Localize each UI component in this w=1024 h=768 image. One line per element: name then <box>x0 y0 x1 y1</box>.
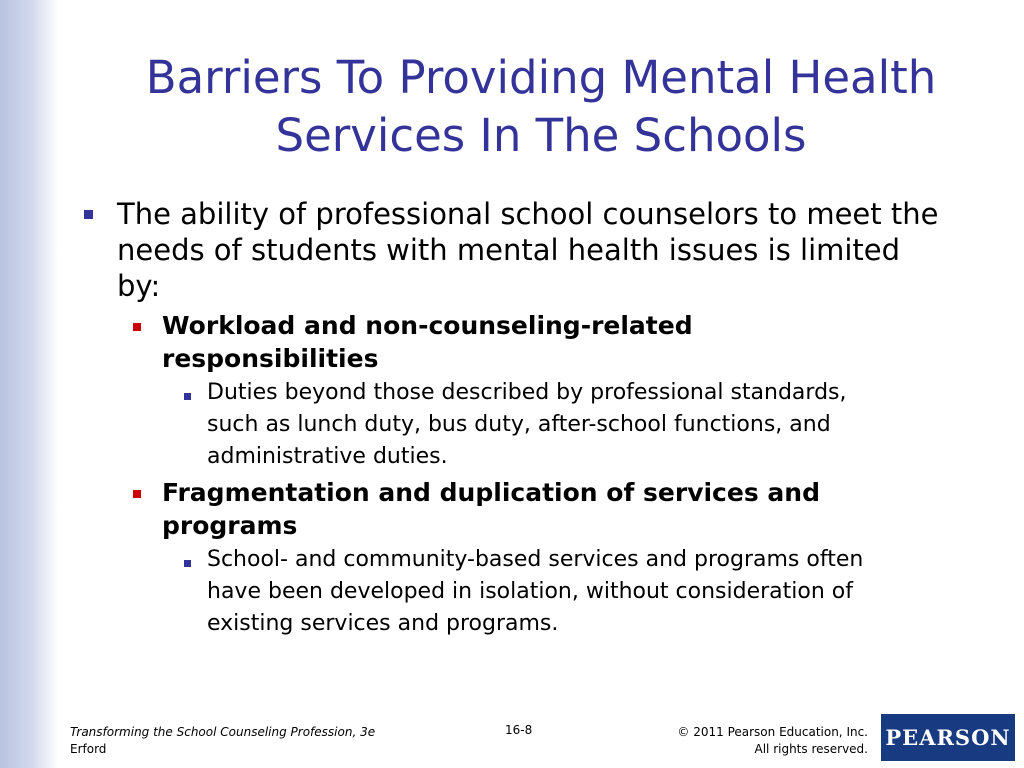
sub-bullet-heading-line-2: responsibilities <box>162 344 379 373</box>
pearson-logo <box>881 714 1015 761</box>
detail-bullet-marker <box>184 393 191 400</box>
pearson-logo-text: PEARSON <box>885 725 1011 750</box>
detail-line-1: Duties beyond those described by professional standards, <box>207 380 847 405</box>
main-bullet-marker <box>84 210 93 219</box>
footer-slide-number: 16-8 <box>505 723 533 737</box>
title-line-1: Barriers To Providing Mental Health <box>145 51 937 104</box>
detail-bullet-marker <box>184 560 191 567</box>
main-bullet-line-1: The ability of professional school counselors to meet the <box>117 197 939 231</box>
side-gradient-bar <box>0 0 58 768</box>
footer-rights: All rights reserved. <box>754 742 868 756</box>
sub-bullet-heading-line-1: Workload and non-counseling-related <box>162 311 693 340</box>
detail-line-2: have been developed in isolation, without consideration of <box>207 579 853 604</box>
title-line-2: Services In The Schools <box>275 109 807 162</box>
footer-author: Erford <box>70 742 107 756</box>
sub-bullet-marker <box>133 490 141 498</box>
footer-book-title: Transforming the School Counseling Profession, 3e <box>70 725 376 739</box>
detail-line-2: such as lunch duty, bus duty, after-school functions, and <box>207 412 831 437</box>
main-bullet-line-3: by: <box>117 269 161 303</box>
sub-bullet-marker <box>133 323 141 331</box>
main-bullet-line-2: needs of students with mental health issues is limited <box>117 233 901 267</box>
sub-bullet-heading-line-2: programs <box>162 511 298 540</box>
detail-line-1: School- and community-based services and programs often <box>207 547 864 572</box>
detail-line-3: existing services and programs. <box>207 611 559 636</box>
detail-line-3: administrative duties. <box>207 444 448 469</box>
sub-bullet-heading-line-1: Fragmentation and duplication of services and <box>162 478 820 507</box>
footer-copyright: © 2011 Pearson Education, Inc. <box>677 725 868 739</box>
